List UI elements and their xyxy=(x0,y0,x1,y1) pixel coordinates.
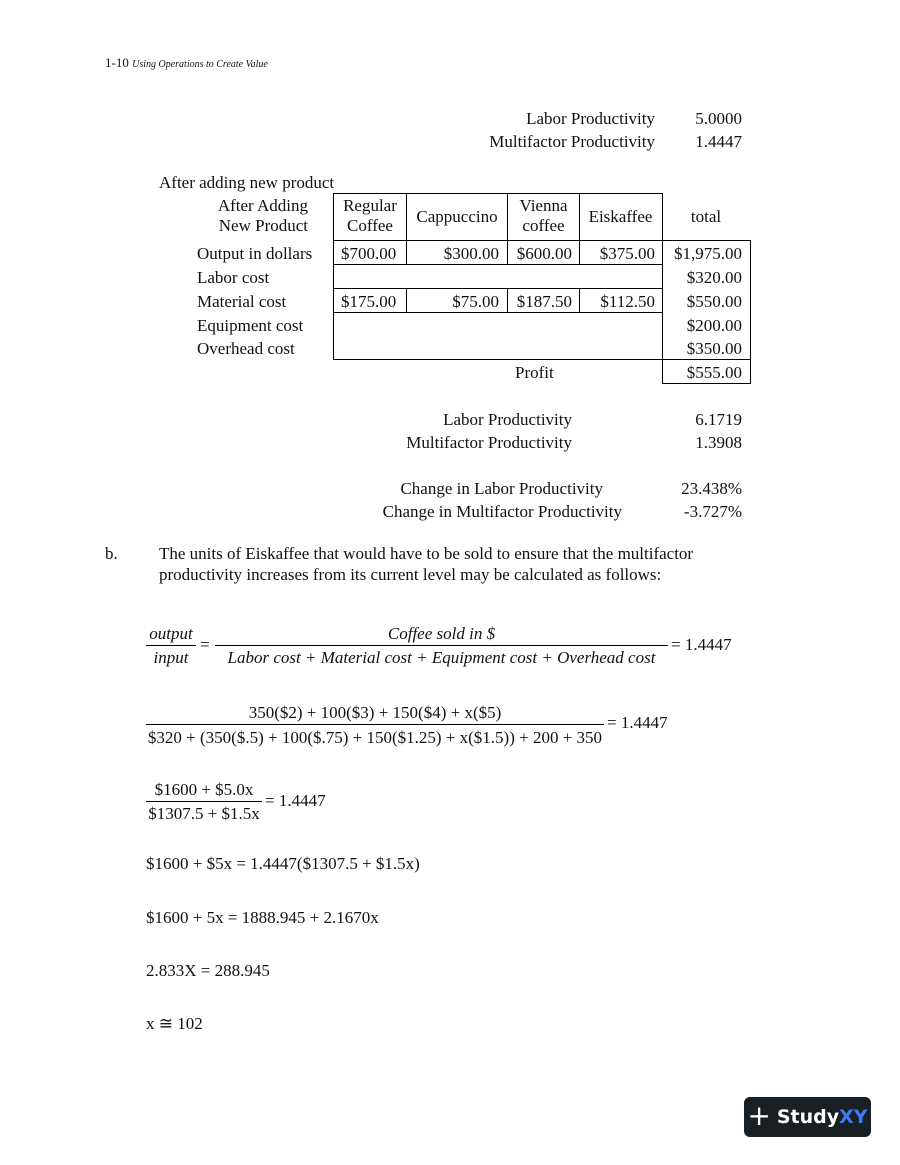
part-b-line-2: productivity increases from its current level may be calculated as follows: xyxy=(159,565,662,584)
eq1-bar xyxy=(215,645,668,646)
studyxy-badge[interactable] xyxy=(744,1097,871,1137)
cell-output-regular: $700.00 xyxy=(341,244,397,263)
col-header-vienna-1: Vienna xyxy=(519,196,568,215)
after-multi-label: Multifactor Productivity xyxy=(406,433,572,452)
col-header-regular-2: Coffee xyxy=(347,216,393,235)
before-multi-label: Multifactor Productivity xyxy=(489,132,655,151)
col-header-vienna-2: coffee xyxy=(522,216,565,235)
brand-name xyxy=(777,1106,868,1128)
eq2-denominator: $320 + (350($.5) + 100($.75) + 150($1.25) + x($1.5)) + 200 + 350 xyxy=(147,728,603,747)
plus-icon: + xyxy=(747,1098,771,1132)
before-labor-value: 5.0000 xyxy=(695,109,742,128)
change-labor-value: 23.438% xyxy=(681,479,742,498)
page-number: 1-10 xyxy=(105,55,129,70)
cell-divider xyxy=(406,240,407,264)
before-multi-value: 1.4447 xyxy=(695,132,742,151)
cell-divider xyxy=(579,288,580,312)
total-labor: $320.00 xyxy=(686,268,742,287)
cell-output-eiskaffee: $375.00 xyxy=(599,244,655,263)
cell-material-cappuccino: $75.00 xyxy=(452,292,499,311)
change-multi-value: -3.727% xyxy=(683,502,742,521)
eq1-equals: = xyxy=(200,635,210,654)
eq1-numerator: Coffee sold in $ xyxy=(387,624,496,643)
col-header-regular-1: Regular xyxy=(343,196,397,215)
before-labor-label: Labor Productivity xyxy=(526,109,655,128)
eq3-result: = 1.4447 xyxy=(265,791,326,810)
cell-material-vienna: $187.50 xyxy=(516,292,572,311)
col-header-total: total xyxy=(690,207,722,226)
page-header xyxy=(105,55,268,71)
row-divider xyxy=(333,288,662,289)
equation-5: $1600 + 5x = 1888.945 + 2.1670x xyxy=(146,908,379,927)
part-b-line-1: The units of Eiskaffee that would have to be sold to ensure that the multifactor xyxy=(159,544,694,563)
eq2-bar xyxy=(146,724,604,725)
running-title: Using Operations to Create Value xyxy=(132,59,268,70)
total-output: $1,975.00 xyxy=(674,244,742,263)
row-divider xyxy=(333,312,662,313)
row-label-equipment: Equipment cost xyxy=(197,316,304,335)
eq1-left-bar xyxy=(146,645,196,646)
profit-divider xyxy=(662,359,750,360)
cell-divider xyxy=(507,240,508,264)
profit-label: Profit xyxy=(515,363,554,382)
cell-divider xyxy=(579,240,580,264)
body-bottom-border xyxy=(333,359,662,360)
profit-value: $555.00 xyxy=(686,363,742,382)
equation-7: x ≅ 102 xyxy=(146,1014,203,1033)
after-labor-value: 6.1719 xyxy=(695,410,742,429)
row-label-material: Material cost xyxy=(197,292,287,311)
cell-material-regular: $175.00 xyxy=(341,292,397,311)
row-label-output: Output in dollars xyxy=(197,244,313,263)
row-label-overhead: Overhead cost xyxy=(197,339,295,358)
row-divider xyxy=(333,264,662,265)
eq2-result: = 1.4447 xyxy=(607,713,668,732)
eq1-denominator: Labor cost + Material cost + Equipment cost + Overhead cost xyxy=(227,648,656,667)
equation-6: 2.833X = 288.945 xyxy=(146,961,270,980)
brand-main: Study xyxy=(776,1106,840,1128)
col-header-eiskaffee: Eiskaffee xyxy=(588,207,653,226)
part-b-marker: b. xyxy=(105,544,118,563)
change-multi-label: Change in Multifactor Productivity xyxy=(382,502,622,521)
eq3-bar xyxy=(146,801,262,802)
equation-4: $1600 + $5x = 1.4447($1307.5 + $1.5x) xyxy=(146,854,420,873)
eq1-result: = 1.4447 xyxy=(671,635,732,654)
eq3-denominator: $1307.5 + $1.5x xyxy=(148,804,260,823)
cell-output-vienna: $600.00 xyxy=(516,244,572,263)
eq3-numerator: $1600 + $5.0x xyxy=(154,780,254,799)
corner-line-2: New Product xyxy=(218,216,308,235)
total-equipment: $200.00 xyxy=(686,316,742,335)
after-multi-value: 1.3908 xyxy=(695,433,742,452)
body-left-border xyxy=(333,240,334,359)
total-overhead: $350.00 xyxy=(686,339,742,358)
brand-accent: XY xyxy=(839,1106,868,1128)
col-header-cappuccino: Cappuccino xyxy=(416,207,498,226)
section-title: After adding new product xyxy=(159,173,335,192)
cell-divider xyxy=(507,288,508,312)
eq2-numerator: 350($2) + 100($3) + 150($4) + x($5) xyxy=(248,703,502,722)
after-labor-label: Labor Productivity xyxy=(443,410,572,429)
cell-output-cappuccino: $300.00 xyxy=(443,244,499,263)
eq1-output: output xyxy=(149,624,193,643)
cell-divider xyxy=(406,288,407,312)
corner-line-1: After Adding xyxy=(217,196,308,215)
row-label-labor: Labor cost xyxy=(197,268,270,287)
cell-material-eiskaffee: $112.50 xyxy=(600,292,655,311)
change-labor-label: Change in Labor Productivity xyxy=(400,479,603,498)
total-material: $550.00 xyxy=(686,292,742,311)
eq1-input: input xyxy=(153,648,189,667)
